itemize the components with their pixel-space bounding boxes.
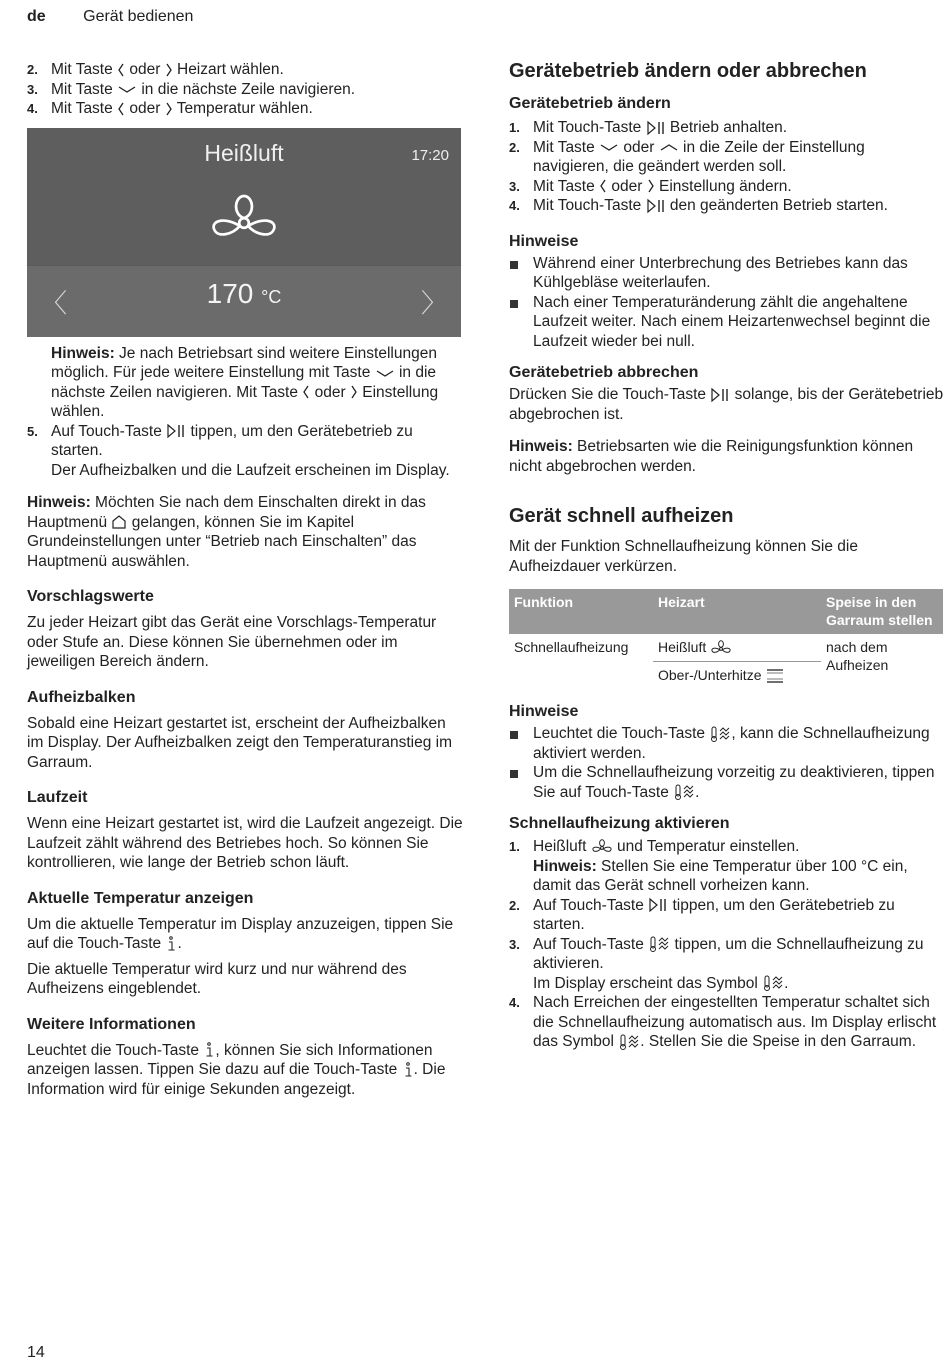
heading-weitere-informationen: Weitere Informationen xyxy=(27,1015,196,1033)
step-number: 2. xyxy=(27,62,38,77)
display-temperature xyxy=(27,278,461,310)
step-text: Einstellung ändern. xyxy=(654,177,792,195)
chevron-down-icon xyxy=(375,368,395,378)
heading-hinweise-1: Hinweise xyxy=(509,232,579,250)
chevron-right-icon xyxy=(165,62,173,78)
step-text: den geänderten Betrieb starten. xyxy=(665,197,888,214)
fast-preheat-icon xyxy=(618,1033,640,1051)
step-text: und Temperatur einstellen. xyxy=(612,838,800,855)
hinweis-text: . xyxy=(695,783,700,801)
step-text: Betrieb anhalten. xyxy=(665,119,788,136)
chevron-left-icon xyxy=(117,62,125,78)
function-table xyxy=(509,589,943,689)
aendern-step-1 xyxy=(509,118,944,138)
step-text: oder xyxy=(619,138,659,156)
table-row xyxy=(509,634,943,690)
step-text: Heizart wählen. xyxy=(172,61,284,78)
step-text: tippen, um den Gerätebetrieb zu starten. xyxy=(533,896,895,933)
aendern-step-4 xyxy=(509,196,944,216)
note-text: Je nach Betriebsart sind weitere Einstellungen möglich. Für jede weitere Einstellung mit Taste xyxy=(51,344,437,381)
paragraph-text: Um die aktuelle Temperatur im Display anzuzeigen, tippen Sie auf die Touch-Taste xyxy=(27,915,454,952)
note-label: Hinweis: xyxy=(533,857,597,875)
chevron-left-icon xyxy=(599,178,607,194)
heading-betrieb-aendern: Gerätebetrieb ändern xyxy=(509,95,671,112)
chevron-left-icon xyxy=(117,101,125,117)
paragraph-text: , können Sie sich Informationen anzeigen lassen. Tippen Sie dazu auf die Touch-Taste xyxy=(27,1041,433,1078)
info-icon xyxy=(165,935,177,953)
step-number: 3. xyxy=(27,81,38,97)
chevron-down-icon xyxy=(599,142,619,152)
step-text: in die Zeile der Einstellung navigieren, die geändert werden soll. xyxy=(533,138,865,175)
aktivieren-step-2 xyxy=(509,896,944,935)
fan-icon xyxy=(710,639,732,657)
hinweis-text: , kann die Schnellaufheizung aktiviert werden. xyxy=(533,725,930,762)
display-clock: 17:20 xyxy=(411,146,449,164)
aendern-step-2 xyxy=(509,138,944,177)
fast-preheat-icon xyxy=(673,783,695,801)
note-text: Stellen Sie eine Temperatur über 100 °C ein, damit das Gerät schnell vorheizen kann. xyxy=(533,857,908,894)
table-cell-speise: nach dem Aufheizen xyxy=(821,634,943,690)
step-text: Mit Taste xyxy=(51,80,118,98)
play-pause-icon xyxy=(648,897,668,913)
temperature-value: 170 xyxy=(206,277,254,309)
language-code: de xyxy=(27,8,46,25)
step-text: Auf Touch-Taste xyxy=(51,422,167,440)
note-text: Betriebsarten wie die Reinigungsfunktion können nicht abgebrochen werden. xyxy=(509,438,914,475)
chevron-right-icon xyxy=(165,101,173,117)
heading-hinweise-2: Hinweise xyxy=(509,703,579,720)
heading-betrieb-aendern-abbrechen: Gerätebetrieb ändern oder abbrechen xyxy=(509,60,867,82)
note-settings xyxy=(27,344,463,422)
step-text: Mit Touch-Taste xyxy=(533,197,646,214)
page-number: 14 xyxy=(27,1344,45,1361)
step-number: 2. xyxy=(509,139,520,155)
hinweis-item: Nach einer Temperaturänderung zählt die angehaltene Laufzeit weiter. Nach einem Heizartenwechsel beginnt die Laufzeit wieder bei null. xyxy=(509,293,944,352)
chevron-right-icon xyxy=(350,384,358,400)
paragraph-text: Drücken Sie die Touch-Taste xyxy=(509,386,711,403)
note-label: Hinweis: xyxy=(27,494,91,511)
paragraph-text: Leuchtet die Touch-Taste xyxy=(27,1041,204,1059)
step-number: 2. xyxy=(509,897,520,913)
step-text: Mit Taste xyxy=(533,177,600,195)
table-header-row xyxy=(509,589,943,634)
step-text: tippen, um die Schnellaufheizung zu aktivieren. xyxy=(533,935,924,972)
note-main-menu xyxy=(27,493,463,571)
hinweis-item xyxy=(509,724,944,763)
aktivieren-steps xyxy=(509,837,944,1052)
hinweis-text: Leuchtet die Touch-Taste xyxy=(533,725,710,742)
hinweis-item xyxy=(509,763,944,802)
heading-schnell-aufheizen: Gerät schnell aufheizen xyxy=(509,505,734,527)
chevron-down-icon xyxy=(117,84,137,94)
heading-laufzeit: Laufzeit xyxy=(27,789,88,806)
step-text: Mit Taste xyxy=(51,100,118,117)
text-aufheizbalken: Sobald eine Heizart gestartet ist, erscheint der Aufheizbalken im Display. Der Aufheizbalken zeigt den Temperaturanstieg im Garraum. xyxy=(27,714,453,771)
step-3 xyxy=(27,80,463,100)
info-icon xyxy=(203,1041,215,1059)
aendern-step-3 xyxy=(509,177,944,197)
step-number: 5. xyxy=(27,423,38,439)
chevron-up-icon xyxy=(659,142,679,152)
text-weitere-informationen xyxy=(27,1041,463,1100)
text-schnell-aufheizen: Mit der Funktion Schnellaufheizung können Sie die Aufheizdauer verkürzen. xyxy=(509,538,858,575)
step-5 xyxy=(27,422,463,481)
text-aktuelle-temperatur xyxy=(27,915,463,954)
play-pause-icon xyxy=(646,198,666,214)
steps-list-b xyxy=(27,422,463,481)
table-cell-funktion: Schnellaufheizung xyxy=(509,634,653,690)
play-pause-icon xyxy=(646,120,666,136)
table-cell-heizart xyxy=(653,634,821,690)
heizart-label: Ober-/Unterhitze xyxy=(658,667,762,683)
hinweis-item: Während einer Unterbrechung des Betriebes kann das Kühlgebläse weiterlaufen. xyxy=(509,254,944,293)
note-text: gelangen, können Sie im Kapitel Grundeinstellungen unter “Betrieb nach Einschalten” das Hauptmenü auswählen. xyxy=(27,513,417,570)
left-column xyxy=(27,60,463,1099)
heading-betrieb-abbrechen: Gerätebetrieb abbrechen xyxy=(509,364,699,381)
top-bottom-heat-icon xyxy=(765,668,785,684)
step-number: 3. xyxy=(509,178,520,194)
step-text: in die nächste Zeile navigieren. xyxy=(137,80,356,98)
fast-preheat-icon xyxy=(709,725,731,743)
page-header xyxy=(27,8,193,26)
step-text: . Stellen Sie die Speise in den Garraum. xyxy=(640,1033,917,1050)
fast-preheat-icon xyxy=(648,935,670,953)
text-vorschlagswerte: Zu jeder Heizart gibt das Gerät eine Vorschlags-Temperatur oder Stufe an. Diese können Sie übernehmen oder im jeweiligen Bereich ändern. xyxy=(27,614,437,670)
heading-aktuelle-temperatur: Aktuelle Temperatur anzeigen xyxy=(27,889,254,907)
note-text: Einstellung wählen. xyxy=(51,383,439,420)
note-label: Hinweis: xyxy=(509,438,573,455)
step-text: oder xyxy=(125,100,165,117)
step-text: Temperatur wählen. xyxy=(172,100,313,117)
paragraph-text: . Die Information wird für einige Sekunden angezeigt. xyxy=(27,1061,446,1098)
paragraph-text: . xyxy=(177,935,182,952)
hinweis-text: Um die Schnellaufheizung vorzeitig zu deaktivieren, tippen Sie auf Touch-Taste xyxy=(533,764,935,801)
aktivieren-step-3 xyxy=(509,935,944,994)
section-title: Gerät bedienen xyxy=(83,8,194,25)
oven-display xyxy=(27,128,461,337)
steps-list-a xyxy=(27,60,463,119)
step-number: 1. xyxy=(509,839,520,854)
text-betrieb-abbrechen xyxy=(509,385,944,424)
step-number: 3. xyxy=(509,936,520,952)
step-text: Auf Touch-Taste xyxy=(533,935,649,953)
step-text: Mit Taste xyxy=(51,61,118,78)
home-icon xyxy=(111,514,127,530)
note-label: Hinweis: xyxy=(51,344,115,362)
table-header: Speise in den Garraum stellen xyxy=(821,589,943,634)
display-left-arrow[interactable]: 〈 xyxy=(41,287,68,318)
fan-icon xyxy=(208,190,280,250)
temperature-unit: °C xyxy=(261,286,282,307)
aktivieren-step-1 xyxy=(509,837,944,896)
table-header: Heizart xyxy=(653,589,821,634)
paragraph-text: solange, bis der Gerätebetrieb abgebrochen ist. xyxy=(509,386,944,423)
step-text: Nach Erreichen der eingestellten Temperatur schaltet sich die Schnellaufheizung automatisch aus. Im Display erlischt das Symbol xyxy=(533,994,937,1050)
step-text: Im Display erscheint das Symbol xyxy=(533,974,763,992)
display-heating-mode: Heißluft xyxy=(204,139,284,166)
step-text: Mit Taste xyxy=(533,138,600,156)
step-4 xyxy=(27,99,463,119)
heading-schnellaufheizung-aktivieren: Schnellaufheizung aktivieren xyxy=(509,815,730,832)
note-abbrechen xyxy=(509,437,944,476)
aktivieren-step-4 xyxy=(509,993,944,1052)
step-2 xyxy=(27,60,463,80)
play-pause-icon xyxy=(710,387,730,403)
right-column xyxy=(509,60,944,1052)
step-number: 1. xyxy=(509,120,520,135)
display-right-arrow[interactable]: 〉 xyxy=(420,287,447,318)
text-aktuelle-temperatur-2: Die aktuelle Temperatur wird kurz und nur während des Aufheizens eingeblendet. xyxy=(27,960,407,997)
hinweise-list-1 xyxy=(509,254,944,352)
heizart-option xyxy=(653,662,821,689)
fast-preheat-icon xyxy=(762,974,784,992)
step-text: Mit Touch-Taste xyxy=(533,119,646,136)
note-text: Möchten Sie nach dem Einschalten direkt in das Hauptmenü xyxy=(27,494,426,531)
text-laufzeit: Wenn eine Heizart gestartet ist, wird die Laufzeit angezeigt. Die Laufzeit zählt während des Betriebes hoch. So können Sie kontrollieren, wie lange der Betrieb schon läuft. xyxy=(27,815,463,871)
step-number: 4. xyxy=(27,101,38,116)
fan-icon xyxy=(591,838,613,856)
step-text: tippen, um den Gerätebetrieb zu starten. xyxy=(51,422,413,459)
heading-vorschlagswerte: Vorschlagswerte xyxy=(27,588,154,605)
heading-aufheizbalken: Aufheizbalken xyxy=(27,688,136,706)
chevron-right-icon xyxy=(647,178,655,194)
step-text: Der Aufheizbalken und die Laufzeit erscheinen im Display. xyxy=(51,461,450,479)
table-header: Funktion xyxy=(509,589,653,634)
note-text: oder xyxy=(310,383,350,401)
hinweise-list-2 xyxy=(509,724,944,802)
info-icon xyxy=(402,1061,414,1079)
step-text: oder xyxy=(125,61,165,78)
step-number: 4. xyxy=(509,198,520,213)
step-text: . xyxy=(784,974,789,992)
step-text: Auf Touch-Taste xyxy=(533,896,649,914)
heizart-option xyxy=(653,634,821,662)
aendern-steps xyxy=(509,118,944,216)
step-number: 4. xyxy=(509,995,520,1010)
heizart-label: Heißluft xyxy=(658,639,707,655)
step-text: oder xyxy=(607,177,647,195)
step-text: Heißluft xyxy=(533,838,591,855)
play-pause-icon xyxy=(166,423,186,439)
note-text: in die nächste Zeilen navigieren. Mit Taste xyxy=(51,364,437,401)
